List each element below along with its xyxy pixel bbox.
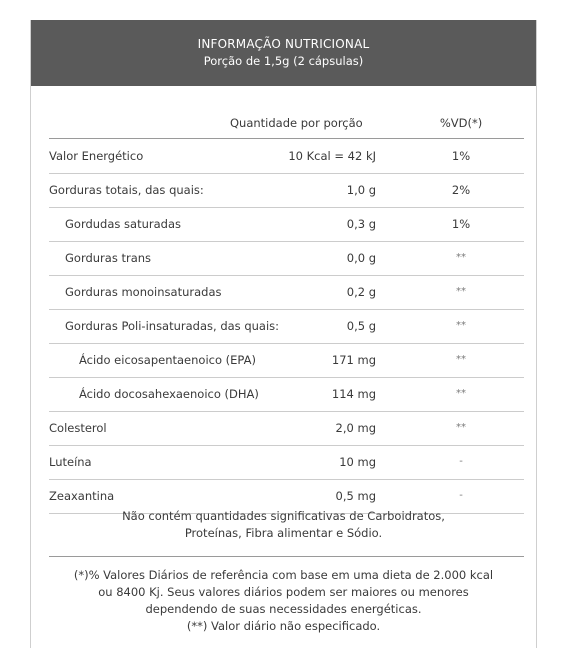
column-header-daily-value: %VD(*) (439, 116, 483, 130)
nutrient-quantity: 1,0 g (346, 183, 376, 197)
nutrient-quantity: 171 mg (331, 353, 376, 367)
footnote-divider (49, 556, 524, 557)
nutrient-daily-value: 1% (451, 217, 471, 231)
nutrient-quantity: 0,5 g (346, 319, 376, 333)
nutrient-name: Gorduras monoinsaturadas (65, 285, 222, 299)
nutrient-daily-value: ** (456, 252, 466, 263)
nutrient-name: Colesterol (49, 421, 107, 435)
footnotes (31, 567, 536, 635)
column-header-quantity: Quantidade por porção (230, 116, 363, 130)
footnote-line: (*)% Valores Diários de referência com base em uma dieta de 2.000 kcal (73, 568, 494, 582)
nutrient-name: Luteína (49, 455, 92, 469)
nutrient-daily-value: ** (456, 320, 466, 331)
nutrient-row (31, 309, 536, 343)
nutrition-facts-panel (30, 20, 537, 648)
nutrient-row (31, 411, 536, 445)
nutrient-daily-value: 2% (451, 183, 471, 197)
nutrient-daily-value: - (459, 490, 463, 501)
nutrition-title: INFORMAÇÃO NUTRICIONAL (197, 37, 370, 51)
not-significant-line: Não contém quantidades significativas de Carboidratos, (122, 509, 445, 523)
nutrient-row (31, 173, 536, 207)
not-significant-line: Proteínas, Fibra alimentar e Sódio. (184, 526, 383, 540)
serving-size: Porção de 1,5g (2 cápsulas) (203, 54, 364, 68)
nutrient-quantity: 0,2 g (346, 285, 376, 299)
nutrient-daily-value: ** (456, 422, 466, 433)
nutrient-name: Zeaxantina (49, 489, 115, 503)
nutrient-quantity: 10 Kcal = 42 kJ (288, 149, 376, 163)
nutrient-row (31, 377, 536, 411)
footnote-line: (**) Valor diário não especificado. (186, 619, 381, 633)
nutrient-row (31, 343, 536, 377)
nutrient-name: Gordudas saturadas (65, 217, 182, 231)
nutrient-name: Gorduras totais, das quais: (49, 183, 204, 197)
nutrient-daily-value: - (459, 456, 463, 467)
nutrient-quantity: 10 mg (339, 455, 376, 469)
nutrient-daily-value: ** (456, 388, 466, 399)
nutrient-row (31, 275, 536, 309)
nutrient-quantity: 0,3 g (346, 217, 376, 231)
nutrient-daily-value: ** (456, 286, 466, 297)
not-significant-note (41, 508, 526, 542)
nutrient-row (31, 139, 536, 173)
nutrient-quantity: 2,0 mg (335, 421, 376, 435)
nutrition-header (31, 20, 536, 86)
nutrient-name: Valor Energético (49, 149, 144, 163)
nutrient-row (31, 445, 536, 479)
nutrient-name: Gorduras trans (65, 251, 152, 265)
footnote-line: dependendo de suas necessidades energéticas. (145, 602, 422, 616)
nutrient-quantity: 114 mg (331, 387, 376, 401)
nutrient-daily-value: ** (456, 354, 466, 365)
nutrient-name: Gorduras Poli-insaturadas, das quais: (65, 319, 280, 333)
nutrient-row (31, 241, 536, 275)
nutrient-quantity: 0,0 g (346, 251, 376, 265)
footnote-line: ou 8400 Kj. Seus valores diários podem ser maiores ou menores (98, 585, 469, 599)
nutrient-quantity: 0,5 mg (335, 489, 376, 503)
nutrient-name: Ácido docosahexaenoico (DHA) (79, 387, 259, 401)
nutrient-row (31, 207, 536, 241)
nutrient-name: Ácido eicosapentaenoico (EPA) (79, 353, 256, 367)
nutrient-daily-value: 1% (451, 149, 471, 163)
